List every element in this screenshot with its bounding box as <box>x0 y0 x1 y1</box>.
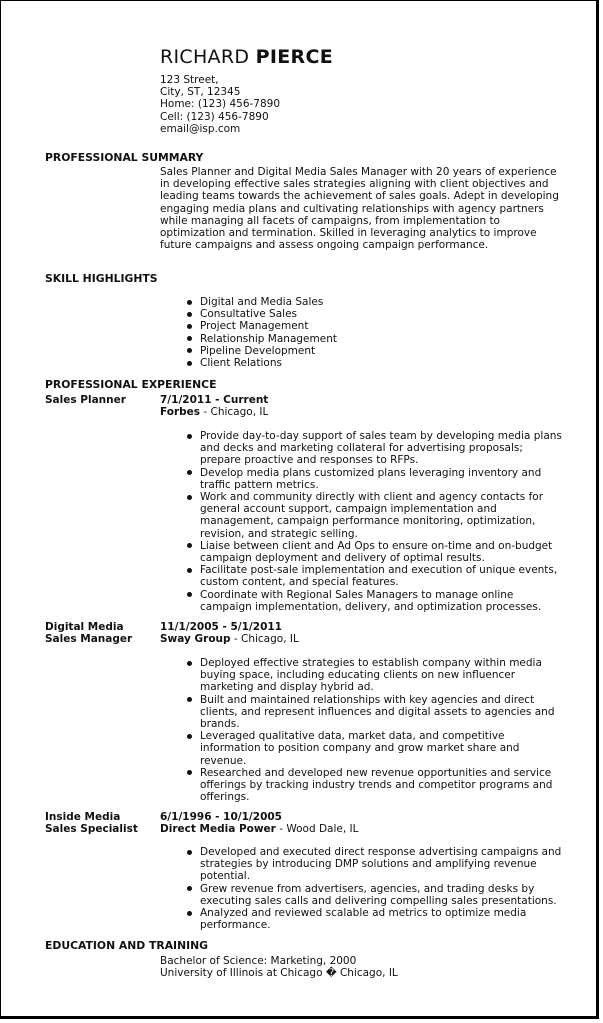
education-heading: EDUCATION AND TRAINING <box>45 939 209 952</box>
address-line-1: 123 Street, <box>160 74 219 86</box>
job-dates: 7/1/2011 - Current <box>160 394 269 406</box>
bullet-icon <box>187 886 192 891</box>
bullet-icon <box>187 470 192 475</box>
skills-list <box>160 296 565 369</box>
last-name: PIERCE <box>255 46 333 68</box>
bullet-icon <box>187 911 192 916</box>
job-title: Digital Media Sales Manager <box>45 621 133 646</box>
bullet-icon <box>187 312 192 317</box>
job-dates: 11/1/2005 - 5/1/2011 <box>160 621 282 633</box>
list-item: Provide day-to-day support of sales team by developing media plans and decks and marketing collateral for advertising proposals; prepare proactive and responses to RFPs. <box>160 430 565 467</box>
list-item: Pipeline Development <box>160 345 565 357</box>
candidate-name <box>160 45 333 69</box>
job-bullets <box>160 430 565 613</box>
bullet-icon <box>187 661 192 666</box>
list-item: Analyzed and reviewed scalable ad metrics to optimize media performance. <box>160 907 565 931</box>
list-item: Developed and executed direct response advertising campaigns and strategies by introducing DMP solutions and amplifying revenue potential. <box>160 846 565 883</box>
list-item: Liaise between client and Ad Ops to ensure on-time and on-budget campaign deployment and delivery of optimal results. <box>160 540 565 564</box>
list-item: Work and community directly with client and agency contacts for general account support, campaign implementation and management, campaign performance monitoring, optimization, revision, and strategic selling. <box>160 491 565 540</box>
contact-block <box>160 74 280 135</box>
list-item: Built and maintained relationships with key agencies and direct clients, and represent influences and digital assets to agencies and brands. <box>160 694 565 731</box>
bullet-icon <box>187 592 192 597</box>
job-title: Inside Media Sales Specialist <box>45 811 138 836</box>
job-bullets <box>160 657 565 803</box>
list-item: Coordinate with Regional Sales Managers to manage online campaign implementation, delivery, and optimization processes. <box>160 589 565 613</box>
list-item: Researched and developed new revenue opportunities and service offerings by tracking industry trends and competitor programs and offerings. <box>160 767 565 804</box>
list-item: Digital and Media Sales <box>160 296 565 308</box>
bullet-icon <box>187 770 192 775</box>
bullet-icon <box>187 495 192 500</box>
address-line-2: City, ST, 12345 <box>160 86 241 99</box>
bullet-icon <box>187 434 192 439</box>
list-item: Facilitate post-sale implementation and execution of unique events, custom content, and special features. <box>160 564 565 588</box>
first-name: RICHARD <box>160 46 250 68</box>
bullet-icon <box>187 300 192 305</box>
job-dates: 6/1/1996 - 10/1/2005 <box>160 811 282 823</box>
job-company: Sway Group - Chicago, IL <box>160 633 299 645</box>
list-item: Project Management <box>160 320 565 332</box>
list-item: Leveraged qualitative data, market data, and competitive information to position company and grow market share and revenue. <box>160 730 565 767</box>
job-bullets <box>160 846 565 931</box>
experience-heading: PROFESSIONAL EXPERIENCE <box>45 378 217 391</box>
list-item: Grew revenue from advertisers, agencies, and trading desks by executing sales calls and delivering compelling sales presentations. <box>160 883 565 907</box>
summary-text: Sales Planner and Digital Media Sales Manager with 20 years of experience in developing effective sales strategies aligning with client objectives and leading teams towards the achievement of sales goals. Adept in developing engaging media plans and cultivating relationships with agency partners while managing all facets of campaigns, from implementation to optimization and termination. Skilled in leveraging analytics to improve future campaigns and assess ongoing campaign performance. <box>160 166 559 252</box>
email: email@isp.com <box>160 122 241 135</box>
bullet-icon <box>187 850 192 855</box>
list-item: Deployed effective strategies to establish company within media buying space, including educating clients on new influencer marketing and display hybrid ad. <box>160 657 565 694</box>
list-item: Relationship Management <box>160 333 565 345</box>
education-degree: Bachelor of Science: Marketing, 2000 <box>160 955 357 967</box>
bullet-icon <box>187 361 192 366</box>
list-item: Consultative Sales <box>160 308 565 320</box>
home-phone: Home: (123) 456-7890 <box>160 98 281 111</box>
list-item: Client Relations <box>160 357 565 369</box>
bullet-icon <box>187 543 192 548</box>
job-company: Forbes - Chicago, IL <box>160 406 269 418</box>
job-company: Direct Media Power - Wood Dale, IL <box>160 823 359 835</box>
skills-heading: SKILL HIGHLIGHTS <box>45 272 158 285</box>
bullet-icon <box>187 697 192 702</box>
job-title: Sales Planner <box>45 394 126 406</box>
bullet-icon <box>187 734 192 739</box>
bullet-icon <box>187 336 192 341</box>
bullet-icon <box>187 568 192 573</box>
bullet-icon <box>187 324 192 329</box>
cell-phone: Cell: (123) 456-7890 <box>160 110 269 123</box>
bullet-icon <box>187 348 192 353</box>
summary-heading: PROFESSIONAL SUMMARY <box>45 151 204 164</box>
education-school: University of Illinois at Chicago � Chicago, IL <box>160 967 398 979</box>
list-item: Develop media plans customized plans leveraging inventory and traffic pattern metrics. <box>160 467 565 491</box>
